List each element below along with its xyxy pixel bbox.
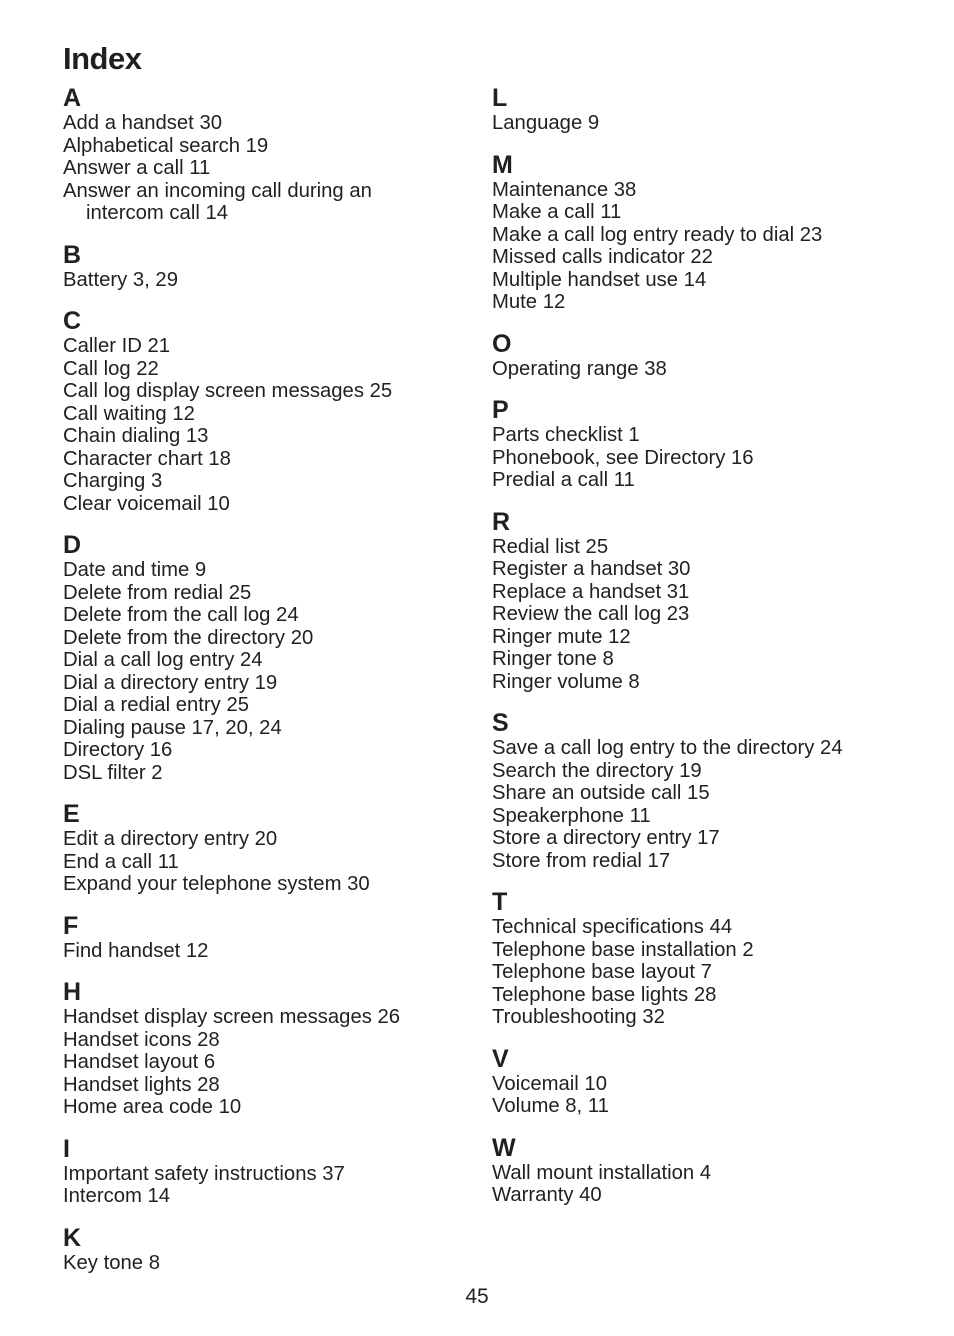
index-entry: Charging 3	[63, 470, 163, 492]
section-letter: E	[63, 800, 80, 828]
index-section-o	[492, 330, 932, 381]
index-section-d	[63, 531, 473, 784]
index-section-v	[492, 1045, 932, 1118]
index-entry: Handset icons 28	[63, 1028, 220, 1051]
index-entry: Find handset 12	[63, 939, 209, 962]
section-letter: K	[63, 1223, 82, 1252]
index-entry: Share an outside call 15	[492, 782, 710, 804]
index-section-w	[492, 1134, 932, 1207]
index-section-l	[492, 84, 932, 135]
index-entry: Operating range 38	[492, 357, 667, 380]
index-section-t	[492, 888, 932, 1029]
index-entry: Clear voicemail 10	[63, 492, 230, 515]
index-entry: Review the call log 23	[492, 603, 690, 625]
index-entry-list	[492, 358, 932, 381]
index-entry: Multiple handset use 14	[492, 268, 707, 291]
section-letter: S	[492, 709, 509, 737]
index-section-f	[63, 912, 473, 963]
section-letter: R	[492, 507, 511, 536]
index-section-c	[63, 307, 473, 515]
index-entry: Chain dialing 13	[63, 425, 209, 447]
index-entry-list	[492, 424, 932, 492]
index-entry: Dial a directory entry 19	[63, 671, 278, 694]
section-letter: D	[63, 531, 82, 559]
section-letter: I	[63, 1134, 70, 1163]
index-entry: Edit a directory entry 20	[63, 828, 278, 850]
index-entry: Replace a handset 31	[492, 580, 690, 603]
index-entry-list	[63, 559, 473, 784]
index-section-s	[492, 709, 932, 872]
index-entry: Handset layout 6	[63, 1051, 216, 1073]
section-letter: W	[492, 1133, 516, 1162]
index-entry: Telephone base layout 7	[492, 961, 712, 983]
index-entry: Technical specifications 44	[492, 916, 733, 938]
section-letter: A	[63, 84, 82, 112]
index-entry: Dial a redial entry 25	[63, 694, 250, 716]
index-entry: Maintenance 38	[492, 178, 637, 201]
index-entry: End a call 11	[63, 850, 179, 873]
index-entry: Make a call log entry ready to dial 23	[492, 223, 823, 246]
index-entry: Register a handset 30	[492, 558, 691, 580]
index-entry: Ringer tone 8	[492, 648, 614, 670]
section-letter: M	[492, 150, 513, 179]
index-entry: Add a handset 30	[63, 112, 223, 134]
index-entry: Dial a call log entry 24	[63, 649, 263, 671]
index-section-k	[63, 1224, 473, 1275]
index-entry: Troubleshooting 32	[492, 1006, 665, 1028]
index-entry: Battery 3, 29	[63, 268, 178, 291]
index-entry: intercom call 14	[86, 202, 229, 224]
index-entry-list	[63, 112, 473, 225]
index-section-b	[63, 241, 473, 292]
index-entry: Handset lights 28	[63, 1073, 220, 1096]
section-letter: C	[63, 307, 82, 335]
index-entry: Delete from the call log 24	[63, 604, 299, 626]
index-section-p	[492, 396, 932, 492]
index-entry: Dialing pause 17, 20, 24	[63, 716, 282, 739]
index-entry: Ringer mute 12	[492, 625, 631, 648]
section-letter: F	[63, 911, 79, 940]
index-entry: Missed calls indicator 22	[492, 246, 713, 268]
section-letter: H	[63, 978, 82, 1006]
index-entry: Save a call log entry to the directory 24	[492, 737, 843, 759]
index-entry: Answer an incoming call during an	[63, 179, 372, 202]
index-section-m	[492, 151, 932, 314]
index-entry-list	[63, 940, 473, 963]
index-entry: Store from redial 17	[492, 849, 671, 872]
index-entry: Speakerphone 11	[492, 804, 651, 827]
index-entry-list	[492, 1162, 932, 1207]
index-entry: Make a call 11	[492, 201, 622, 223]
index-entry-list	[492, 536, 932, 694]
left-column	[63, 84, 473, 1274]
index-entry-list	[492, 112, 932, 135]
index-entry: Answer a call 11	[63, 157, 211, 179]
section-letter: P	[492, 396, 509, 424]
index-entry-list	[63, 1252, 473, 1275]
index-section-e	[63, 800, 473, 896]
index-entry: Expand your telephone system 30	[63, 873, 370, 895]
index-entry: Directory 16	[63, 739, 173, 761]
index-entry: Search the directory 19	[492, 759, 702, 782]
index-entry-list	[492, 916, 932, 1029]
index-entry-list	[492, 737, 932, 872]
index-section-i	[63, 1135, 473, 1208]
index-entry: Handset display screen messages 26	[63, 1006, 401, 1028]
page-title: Index	[63, 41, 142, 76]
index-entry: Voicemail 10	[492, 1072, 607, 1095]
index-entry: Date and time 9	[63, 559, 207, 581]
index-entry: Key tone 8	[63, 1251, 160, 1274]
index-entry: Redial list 25	[492, 535, 609, 558]
index-section-r	[492, 508, 932, 694]
section-letter: L	[492, 84, 508, 112]
index-entry: Home area code 10	[63, 1096, 242, 1118]
index-entry: Telephone base lights 28	[492, 983, 717, 1006]
index-entry: Call waiting 12	[63, 402, 195, 425]
index-entry: Parts checklist 1	[492, 424, 640, 446]
index-entry: Phonebook, see Directory 16	[492, 446, 754, 469]
index-entry: Call log 22	[63, 357, 159, 380]
index-entry: Delete from the directory 20	[63, 626, 314, 649]
index-entry: Telephone base installation 2	[492, 938, 754, 961]
index-entry: Wall mount installation 4	[492, 1161, 712, 1184]
index-entry: Language 9	[492, 112, 600, 134]
section-letter: O	[492, 329, 512, 358]
index-entry: Warranty 40	[492, 1184, 602, 1206]
index-entry: Volume 8, 11	[492, 1095, 609, 1117]
index-section-h	[63, 978, 473, 1119]
index-entry-list	[63, 1163, 473, 1208]
index-entry-list	[63, 335, 473, 515]
index-entry: Call log display screen messages 25	[63, 380, 393, 402]
index-entry: Store a directory entry 17	[492, 827, 720, 849]
index-entry: Delete from redial 25	[63, 581, 252, 604]
index-entry: Mute 12	[492, 291, 566, 313]
page-number: 45	[465, 1285, 489, 1308]
index-entry-list	[492, 179, 932, 314]
index-entry-list	[63, 269, 473, 292]
index-entry: Ringer volume 8	[492, 670, 640, 693]
index-entry: Intercom 14	[63, 1185, 171, 1207]
section-letter: B	[63, 240, 82, 269]
index-entry: Alphabetical search 19	[63, 134, 269, 157]
index-entry-list	[63, 1006, 473, 1119]
index-entry: Predial a call 11	[492, 469, 635, 491]
index-entry-list	[63, 828, 473, 896]
index-entry-list	[492, 1073, 932, 1118]
section-letter: V	[492, 1044, 509, 1073]
index-section-a	[63, 84, 473, 225]
section-letter: T	[492, 888, 508, 916]
index-entry: Important safety instructions 37	[63, 1162, 345, 1185]
right-column	[492, 84, 932, 1207]
index-entry: DSL filter 2	[63, 761, 163, 784]
index-entry: Character chart 18	[63, 447, 231, 470]
index-entry: Caller ID 21	[63, 335, 171, 357]
